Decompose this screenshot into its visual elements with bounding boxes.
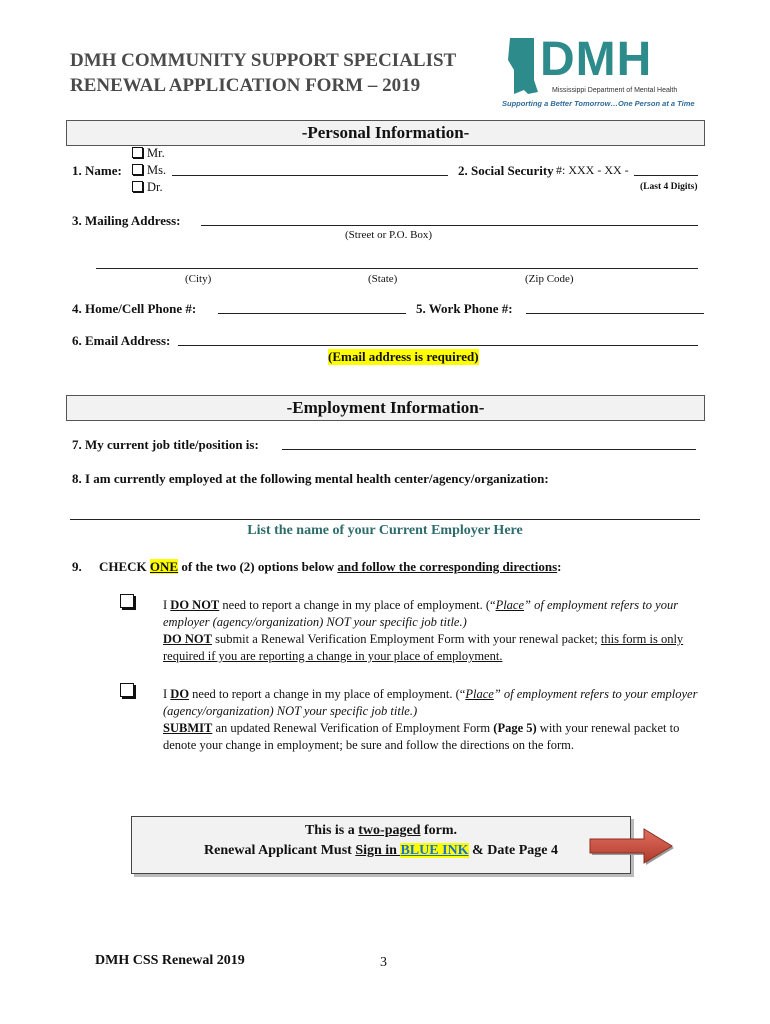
name-field[interactable]: [172, 162, 448, 176]
form-title: [70, 48, 456, 98]
logo-subtitle: Mississippi Department of Mental Health: [552, 87, 678, 94]
opt1-c: ” of employment refers to your employer (agency/organization) NOT your specific job title.): [163, 598, 679, 629]
logo-wordmark: DMH: [540, 33, 653, 86]
opt2-submit: SUBMIT: [163, 721, 213, 735]
employer-hint: List the name of your Current Employer Here: [247, 523, 523, 538]
checkbox-no-change[interactable]: [120, 594, 134, 608]
ssn-hint: #: XXX - XX -: [556, 163, 629, 177]
employer-label: 8. I am currently employed at the following mental health center/agency/organization:: [72, 471, 549, 486]
page-number: 3: [380, 955, 387, 970]
email-required-note: (Email address is required): [328, 349, 479, 364]
signature-notice-box: [131, 816, 631, 874]
opt1-b: need to report a change in my place of employment. (“: [219, 598, 496, 612]
checkbox-mr[interactable]: [132, 147, 143, 158]
notice-line1: [132, 821, 630, 841]
notice-blue-ink: BLUE INK: [400, 843, 469, 858]
zip-hint: (Zip Code): [525, 273, 574, 285]
work-phone-field[interactable]: [526, 300, 704, 314]
checkbox-change[interactable]: [120, 683, 134, 697]
title-mr-label: Mr.: [147, 146, 165, 160]
home-phone-field[interactable]: [218, 300, 406, 314]
opt2-page: (Page 5): [493, 721, 537, 735]
opt2-place: Place: [465, 687, 494, 701]
name-label: 1. Name:: [72, 163, 122, 178]
ssn-label: 2. Social Security: [458, 163, 554, 178]
notice-l2-a: Renewal Applicant Must: [204, 843, 356, 858]
notice-l2-b: Sign in: [355, 843, 401, 858]
opt2-d: an updated Renewal Verification of Employment Form: [212, 721, 494, 735]
form-title-line2: RENEWAL APPLICATION FORM – 2019: [70, 75, 421, 96]
opt2-b: need to report a change in my place of employment. (“: [189, 687, 466, 701]
q9-text-c: and follow the corresponding directions: [337, 559, 558, 574]
q9-text-b: of the two (2) options below: [178, 559, 338, 574]
ssn-note: (Last 4 Digits): [640, 182, 698, 192]
title-dr-option[interactable]: [132, 180, 163, 195]
opt2-do: DO: [170, 687, 190, 701]
q9-text-d: :: [557, 559, 562, 574]
opt1-donot: DO NOT: [170, 598, 220, 612]
ssn-last4-field[interactable]: [634, 162, 698, 176]
email-label: 6. Email Address:: [72, 333, 171, 348]
arrow-right-icon: [586, 826, 676, 866]
option-change-text: [163, 686, 703, 754]
dmh-logo: [500, 30, 705, 110]
opt2-c: ” of employment refers to your employer (agency/organization) NOT your specific job title.): [163, 687, 698, 718]
home-phone-label: 4. Home/Cell Phone #:: [72, 301, 197, 316]
city-state-zip-field[interactable]: [96, 255, 698, 269]
option-change-checkbox[interactable]: [120, 683, 138, 701]
work-phone-label: 5. Work Phone #:: [416, 301, 513, 316]
checkbox-dr[interactable]: [132, 181, 143, 192]
opt1-a: I: [163, 598, 171, 612]
q9-text-a: CHECK: [99, 559, 150, 574]
street-hint: (Street or P.O. Box): [345, 229, 433, 241]
title-ms-option[interactable]: [132, 163, 166, 178]
job-title-field[interactable]: [282, 436, 696, 450]
q9-one: ONE: [149, 559, 179, 574]
opt1-donot2: DO NOT: [163, 632, 212, 646]
personal-info-header: -Personal Information-: [66, 120, 705, 146]
opt1-e: this form is only required if you are reporting a change in your place of employment.: [163, 632, 684, 663]
title-dr-label: Dr.: [147, 180, 163, 194]
opt2-a: I: [163, 687, 171, 701]
notice-line2: [132, 841, 630, 861]
footer-title: DMH CSS Renewal 2019: [95, 953, 245, 968]
email-field[interactable]: [178, 332, 698, 346]
logo-tagline: Supporting a Better Tomorrow…One Person at a Time: [502, 99, 695, 108]
notice-l1-c: form.: [420, 823, 458, 838]
notice-l1-b: two-paged: [358, 823, 421, 838]
street-field[interactable]: [201, 212, 698, 226]
mailing-address-label: 3. Mailing Address:: [72, 213, 181, 228]
title-ms-label: Ms.: [147, 163, 167, 177]
option-no-change-checkbox[interactable]: [120, 594, 138, 612]
state-hint: (State): [368, 273, 398, 285]
employer-field[interactable]: [70, 506, 700, 520]
option-no-change-text: [163, 597, 703, 665]
notice-l1-a: This is a: [304, 823, 359, 838]
employment-info-header: -Employment Information-: [66, 395, 705, 421]
job-title-label: 7. My current job title/position is:: [72, 437, 259, 452]
opt1-d: submit a Renewal Verification Employment Form with your renewal packet;: [211, 632, 601, 646]
q9-instruction: [99, 559, 562, 575]
checkbox-ms[interactable]: [132, 164, 143, 175]
notice-l2-d: & Date Page 4: [468, 843, 558, 858]
opt1-place: Place: [495, 598, 525, 612]
title-mr-option[interactable]: [132, 146, 165, 161]
opt2-e: with your renewal packet to denote your change in employment; be sure and follow the directions on the form.: [163, 721, 680, 752]
form-title-line1: DMH COMMUNITY SUPPORT SPECIALIST: [70, 50, 457, 71]
city-hint: (City): [185, 273, 212, 285]
q9-number: 9.: [72, 559, 82, 574]
